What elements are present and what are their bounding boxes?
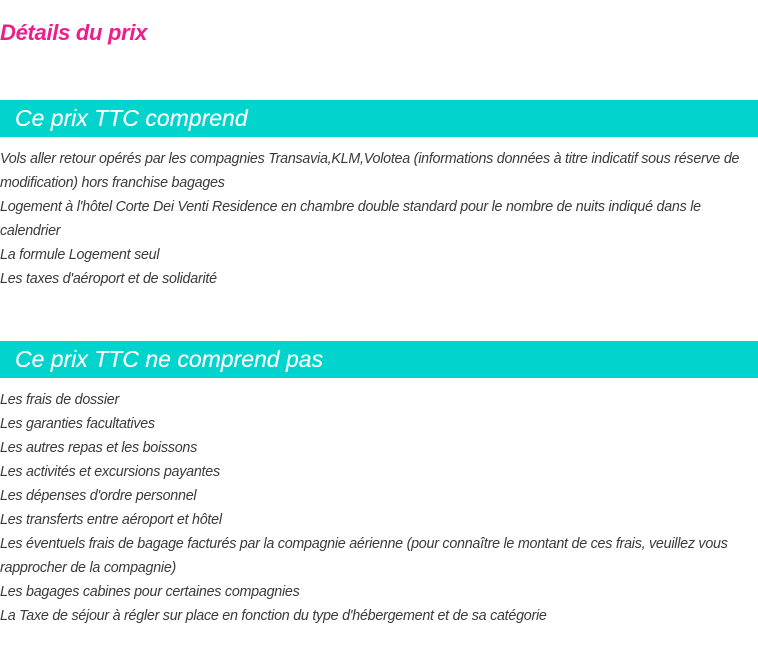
included-item: Logement à l'hôtel Corte Dei Venti Residence en chambre double standard pour le nombre de nuits indiqué dans le calendrier bbox=[0, 199, 701, 239]
excluded-item: Les transferts entre aéroport et hôtel bbox=[0, 512, 222, 528]
included-item: Les taxes d'aéroport et de solidarité bbox=[0, 271, 217, 287]
excluded-item: Les activités et excursions payantes bbox=[0, 464, 220, 480]
excluded-item: Les bagages cabines pour certaines compagnies bbox=[0, 584, 300, 600]
included-list bbox=[0, 137, 758, 291]
excluded-heading: Ce prix TTC ne comprend pas bbox=[0, 341, 758, 378]
included-section bbox=[0, 100, 758, 291]
excluded-item: Les frais de dossier bbox=[0, 392, 119, 408]
excluded-item: Les garanties facultatives bbox=[0, 416, 155, 432]
excluded-item: Les dépenses d'ordre personnel bbox=[0, 488, 197, 504]
included-heading: Ce prix TTC comprend bbox=[0, 100, 758, 137]
excluded-item: Les éventuels frais de bagage facturés par la compagnie aérienne (pour connaître le montant de ces frais, veuillez vous rapprocher de la compagnie) bbox=[0, 536, 728, 576]
included-item: La formule Logement seul bbox=[0, 247, 160, 263]
included-item: Vols aller retour opérés par les compagnies Transavia,KLM,Volotea (informations données à titre indicatif sous réserve de modification) hors franchise bagages bbox=[0, 151, 740, 191]
excluded-section bbox=[0, 341, 758, 628]
excluded-list bbox=[0, 378, 758, 628]
page-title: Détails du prix bbox=[0, 20, 148, 45]
excluded-item: Les autres repas et les boissons bbox=[0, 440, 198, 456]
excluded-item: La Taxe de séjour à régler sur place en fonction du type d'hébergement et de sa catégorie bbox=[0, 608, 547, 624]
